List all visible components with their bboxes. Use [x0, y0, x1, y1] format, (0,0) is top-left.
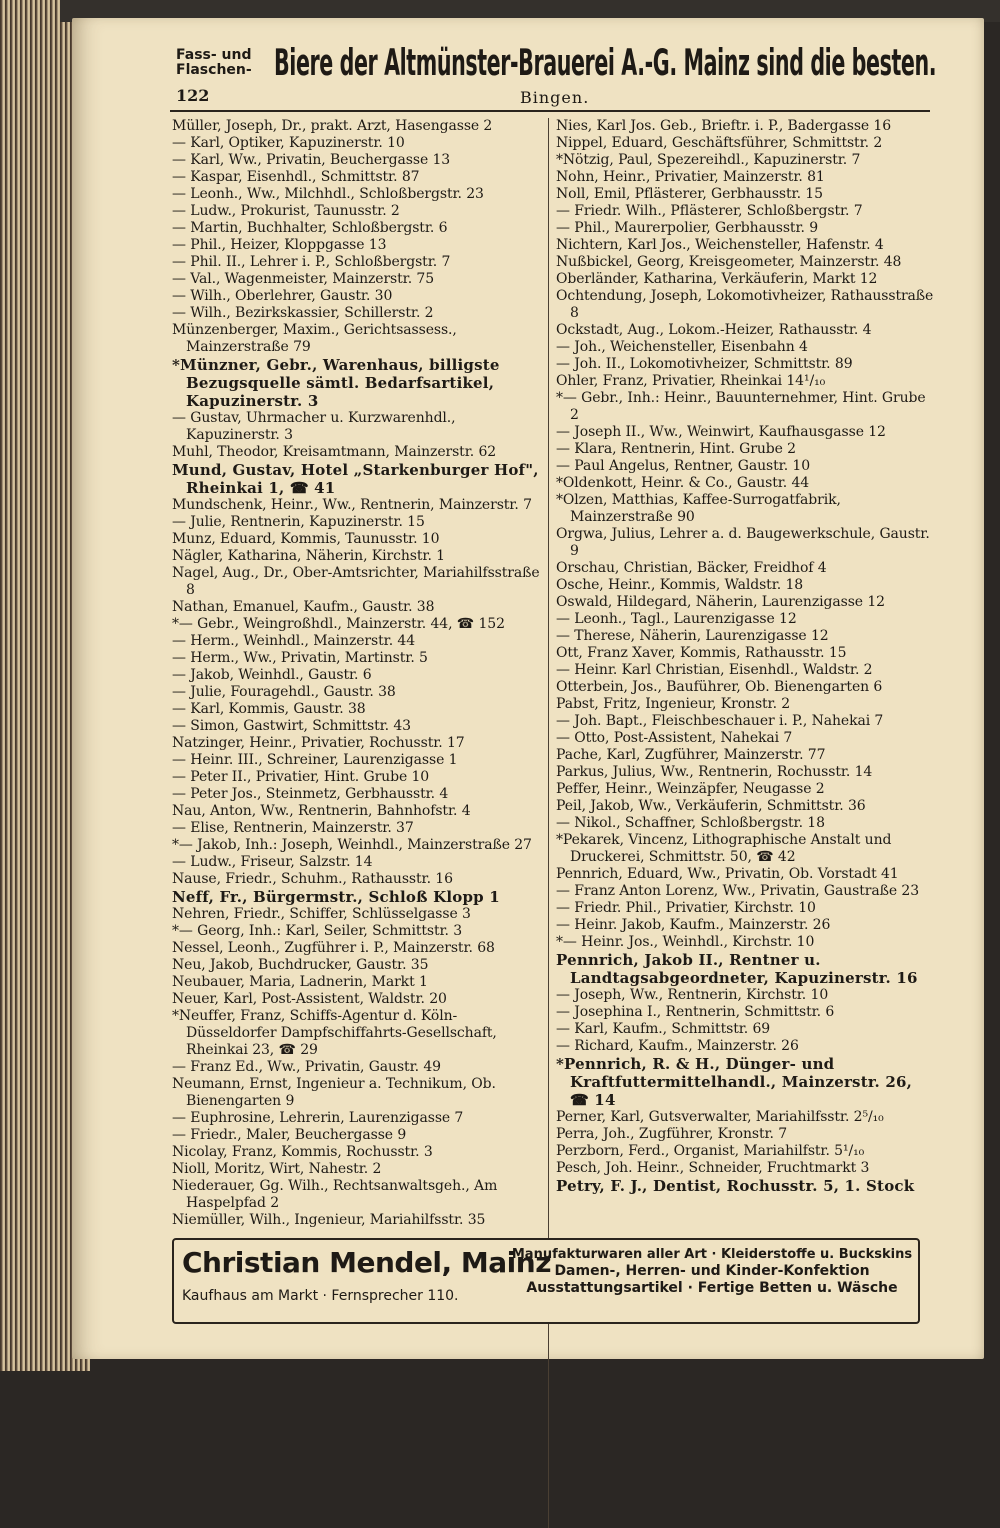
directory-entry: Oswald, Hildegard, Näherin, Laurenzigasse 12 — [556, 594, 885, 610]
directory-entry: *Oldenkott, Heinr. & Co., Gaustr. 44 — [556, 475, 810, 491]
directory-entry: — Gustav, Uhrmacher u. Kurzwarenhdl., Kapuzinerstr. 3 — [172, 410, 456, 443]
directory-entry: — Franz Ed., Ww., Privatin, Gaustr. 49 — [172, 1059, 441, 1075]
directory-entry: — Friedr. Phil., Privatier, Kirchstr. 10 — [556, 900, 816, 916]
ad-product-line: Damen-, Herren- und Kinder-Konfektion — [554, 1263, 870, 1279]
directory-entry: Pabst, Fritz, Ingenieur, Kronstr. 2 — [556, 696, 791, 712]
directory-entry: — Leonh., Tagl., Laurenzigasse 12 — [556, 611, 797, 627]
directory-entry: Mund, Gustav, Hotel „Starkenburger Hof", Rheinkai 1, ☎ 41 — [172, 461, 539, 497]
directory-entry: Oberländer, Katharina, Verkäuferin, Markt 12 — [556, 271, 878, 287]
directory-entry: Neuer, Karl, Post-Assistent, Waldstr. 20 — [172, 991, 447, 1007]
directory-entry: Petry, F. J., Dentist, Rochusstr. 5, 1. Stock — [556, 1177, 915, 1195]
directory-entry: — Joh., Weichensteller, Eisenbahn 4 — [556, 339, 808, 355]
directory-entry: Münzenberger, Maxim., Gerichtsassess., Mainzerstraße 79 — [172, 322, 457, 355]
directory-entry: — Richard, Kaufm., Mainzerstr. 26 — [556, 1038, 799, 1054]
directory-entry: — Simon, Gastwirt, Schmittstr. 43 — [172, 718, 411, 734]
directory-entry: — Herm., Weinhdl., Mainzerstr. 44 — [172, 633, 416, 649]
directory-entry: *— Heinr. Jos., Weinhdl., Kirchstr. 10 — [556, 934, 815, 950]
ad-headline: Biere der Altmünster-Brauerei A.-G. Mainz sind die besten. — [274, 42, 937, 85]
directory-entry: *Olzen, Matthias, Kaffee-Surrogatfabrik, Mainzerstraße 90 — [556, 492, 841, 525]
directory-entry: Nessel, Leonh., Zugführer i. P., Mainzerstr. 68 — [172, 940, 495, 956]
directory-entry: Otterbein, Jos., Bauführer, Ob. Bienengarten 6 — [556, 679, 883, 695]
directory-entry: Orgwa, Julius, Lehrer a. d. Baugewerkschule, Gaustr. 9 — [556, 526, 930, 559]
directory-entry: Pache, Karl, Zugführer, Mainzerstr. 77 — [556, 747, 826, 763]
directory-entry: — Phil. II., Lehrer i. P., Schloßbergstr. 7 — [172, 254, 451, 270]
ad-prefix: Fass- und Flaschen- — [176, 47, 252, 78]
directory-entry: — Kaspar, Eisenhdl., Schmittstr. 87 — [172, 169, 420, 185]
right-column — [556, 118, 934, 1195]
directory-entry: — Karl, Kommis, Gaustr. 38 — [172, 701, 366, 717]
directory-entry: — Jakob, Weinhdl., Gaustr. 6 — [172, 667, 372, 683]
directory-entry: Nippel, Eduard, Geschäftsführer, Schmittstr. 2 — [556, 135, 883, 151]
directory-entry: — Paul Angelus, Rentner, Gaustr. 10 — [556, 458, 811, 474]
directory-entry: — Heinr. III., Schreiner, Laurenzigasse 1 — [172, 752, 458, 768]
directory-entry: — Joh. Bapt., Fleischbeschauer i. P., Nahekai 7 — [556, 713, 884, 729]
directory-entry: Ott, Franz Xaver, Kommis, Rathausstr. 15 — [556, 645, 847, 661]
ad-company-address: Kaufhaus am Markt · Fernsprecher 110. — [182, 1288, 459, 1304]
directory-entry: *Pennrich, R. & H., Dünger- und Kraftfuttermittelhandl., Mainzerstr. 26, ☎ 14 — [556, 1055, 913, 1109]
directory-entry: Perner, Karl, Gutsverwalter, Mariahilfsstr. 2⁵/₁₀ — [556, 1109, 884, 1125]
directory-entry: Niederauer, Gg. Wilh., Rechtsanwaltsgeh., Am Haspelpfad 2 — [172, 1178, 498, 1211]
directory-entry: Noll, Emil, Pflästerer, Gerbhausstr. 15 — [556, 186, 823, 202]
directory-entry: Nicolay, Franz, Kommis, Rochusstr. 3 — [172, 1144, 433, 1160]
directory-entry: *Pekarek, Vincenz, Lithographische Anstalt und Druckerei, Schmittstr. 50, ☎ 42 — [556, 832, 892, 865]
directory-entry: Orschau, Christian, Bäcker, Freidhof 4 — [556, 560, 827, 576]
brewery-advertisement — [176, 42, 937, 94]
directory-entry: Pennrich, Jakob II., Rentner u. Landtagsabgeordneter, Kapuzinerstr. 16 — [556, 951, 918, 987]
directory-entry: Muhl, Theodor, Kreisamtmann, Mainzerstr. 62 — [172, 444, 497, 460]
directory-entry: Ochtendung, Joseph, Lokomotivheizer, Rathausstraße 8 — [556, 288, 934, 321]
directory-entry: Nau, Anton, Ww., Rentnerin, Bahnhofstr. 4 — [172, 803, 471, 819]
directory-entry: — Leonh., Ww., Milchhdl., Schloßbergstr. 23 — [172, 186, 484, 202]
directory-entry: Pennrich, Eduard, Ww., Privatin, Ob. Vorstadt 41 — [556, 866, 899, 882]
directory-entry: Mundschenk, Heinr., Ww., Rentnerin, Mainzerstr. 7 — [172, 497, 532, 513]
directory-entry: — Josephina I., Rentnerin, Schmittstr. 6 — [556, 1004, 835, 1020]
directory-entry: — Heinr. Karl Christian, Eisenhdl., Waldstr. 2 — [556, 662, 873, 678]
directory-entry: — Friedr. Wilh., Pflästerer, Schloßbergstr. 7 — [556, 203, 863, 219]
directory-entry: — Peter Jos., Steinmetz, Gerbhausstr. 4 — [172, 786, 449, 802]
directory-entry: — Euphrosine, Lehrerin, Laurenzigasse 7 — [172, 1110, 464, 1126]
directory-entry: — Wilh., Oberlehrer, Gaustr. 30 — [172, 288, 393, 304]
directory-entry: Ohler, Franz, Privatier, Rheinkai 14¹/₁₀ — [556, 373, 826, 389]
directory-entry: *— Jakob, Inh.: Joseph, Weinhdl., Mainzerstraße 27 — [172, 837, 532, 853]
page-city-title: Bingen. — [520, 88, 590, 107]
directory-entry: Nathan, Emanuel, Kaufm., Gaustr. 38 — [172, 599, 435, 615]
directory-entry: *Nötzig, Paul, Spezereihdl., Kapuzinerstr. 7 — [556, 152, 861, 168]
directory-entry: Perzborn, Ferd., Organist, Mariahilfstr. 5¹/₁₀ — [556, 1143, 865, 1159]
mendel-advertisement — [172, 1238, 920, 1324]
directory-entry: — Ludw., Friseur, Salzstr. 14 — [172, 854, 373, 870]
directory-entry: Munz, Eduard, Kommis, Taunusstr. 10 — [172, 531, 440, 547]
directory-entry: — Karl, Optiker, Kapuzinerstr. 10 — [172, 135, 405, 151]
directory-entry: Nioll, Moritz, Wirt, Nahestr. 2 — [172, 1161, 382, 1177]
directory-entry: Nohn, Heinr., Privatier, Mainzerstr. 81 — [556, 169, 825, 185]
directory-entry: — Joseph II., Ww., Weinwirt, Kaufhausgasse 12 — [556, 424, 886, 440]
directory-entry: Nichtern, Karl Jos., Weichensteller, Hafenstr. 4 — [556, 237, 884, 253]
directory-entry: — Therese, Näherin, Laurenzigasse 12 — [556, 628, 829, 644]
directory-entry: — Joseph, Ww., Rentnerin, Kirchstr. 10 — [556, 987, 829, 1003]
directory-entry: — Nikol., Schaffner, Schloßbergstr. 18 — [556, 815, 825, 831]
directory-entry: Neubauer, Maria, Ladnerin, Markt 1 — [172, 974, 428, 990]
ad-product-line: Manufakturwaren aller Art · Kleiderstoffe u. Buckskins — [511, 1247, 913, 1262]
ad-company-name: Christian Mendel, Mainz — [182, 1246, 552, 1279]
ad-product-list — [510, 1246, 914, 1297]
directory-entry: Perra, Joh., Zugführer, Kronstr. 7 — [556, 1126, 788, 1142]
directory-entry: — Wilh., Bezirkskassier, Schillerstr. 2 — [172, 305, 434, 321]
directory-entry: *Münzner, Gebr., Warenhaus, billigste Bezugsquelle sämtl. Bedarfsartikel, Kapuzinerstr. 3 — [172, 356, 500, 410]
directory-entry: — Herm., Ww., Privatin, Martinstr. 5 — [172, 650, 428, 666]
directory-entry: *— Gebr., Weingroßhdl., Mainzerstr. 44, ☎ 152 — [172, 616, 505, 632]
directory-entry: — Heinr. Jakob, Kaufm., Mainzerstr. 26 — [556, 917, 831, 933]
directory-entry: — Martin, Buchhalter, Schloßbergstr. 6 — [172, 220, 448, 236]
directory-entry: Parkus, Julius, Ww., Rentnerin, Rochusstr. 14 — [556, 764, 873, 780]
directory-entry: — Peter II., Privatier, Hint. Grube 10 — [172, 769, 430, 785]
directory-entry: — Joh. II., Lokomotivheizer, Schmittstr. 89 — [556, 356, 853, 372]
directory-entry: — Karl, Kaufm., Schmittstr. 69 — [556, 1021, 771, 1037]
directory-entry: Neu, Jakob, Buchdrucker, Gaustr. 35 — [172, 957, 429, 973]
directory-entry: Peil, Jakob, Ww., Verkäuferin, Schmittstr. 36 — [556, 798, 866, 814]
directory-entry: *— Gebr., Inh.: Heinr., Bauunternehmer, Hint. Grube 2 — [556, 390, 926, 423]
directory-entry: Osche, Heinr., Kommis, Waldstr. 18 — [556, 577, 804, 593]
directory-entry: — Phil., Heizer, Kloppgasse 13 — [172, 237, 387, 253]
directory-entry: *— Georg, Inh.: Karl, Seiler, Schmittstr. 3 — [172, 923, 463, 939]
directory-entry: — Phil., Maurerpolier, Gerbhausstr. 9 — [556, 220, 819, 236]
directory-entry: — Otto, Post-Assistent, Nahekai 7 — [556, 730, 793, 746]
directory-entry: Natzinger, Heinr., Privatier, Rochusstr. 17 — [172, 735, 465, 751]
directory-entry: Nußbickel, Georg, Kreisgeometer, Mainzerstr. 48 — [556, 254, 902, 270]
directory-entry: — Ludw., Prokurist, Taunusstr. 2 — [172, 203, 400, 219]
directory-entry: Nies, Karl Jos. Geb., Brieftr. i. P., Badergasse 16 — [556, 118, 892, 134]
directory-entry: Nagel, Aug., Dr., Ober-Amtsrichter, Mariahilfsstraße 8 — [172, 565, 540, 598]
directory-entry: — Val., Wagenmeister, Mainzerstr. 75 — [172, 271, 435, 287]
directory-entry: Niemüller, Wilh., Ingenieur, Mariahilfsstr. 35 — [172, 1212, 486, 1228]
directory-entry: *Neuffer, Franz, Schiffs-Agentur d. Köln-Düsseldorfer Dampfschiffahrts-Gesellschaft, Rheinkai 23, ☎ 29 — [172, 1008, 497, 1058]
directory-entry: — Klara, Rentnerin, Hint. Grube 2 — [556, 441, 796, 457]
directory-entry: — Franz Anton Lorenz, Ww., Privatin, Gaustraße 23 — [556, 883, 920, 899]
directory-entry: — Friedr., Maler, Beuchergasse 9 — [172, 1127, 407, 1143]
directory-entry: Müller, Joseph, Dr., prakt. Arzt, Hasengasse 2 — [172, 118, 493, 134]
directory-entry: Nause, Friedr., Schuhm., Rathausstr. 16 — [172, 871, 453, 887]
directory-entry: — Julie, Rentnerin, Kapuzinerstr. 15 — [172, 514, 425, 530]
header-divider — [170, 110, 930, 112]
directory-entry: Peffer, Heinr., Weinzäpfer, Neugasse 2 — [556, 781, 825, 797]
directory-entry: Neff, Fr., Bürgermstr., Schloß Klopp 1 — [172, 888, 500, 906]
directory-entry: — Elise, Rentnerin, Mainzerstr. 37 — [172, 820, 414, 836]
directory-entry: Nägler, Katharina, Näherin, Kirchstr. 1 — [172, 548, 445, 564]
ad-product-line: Ausstattungsartikel · Fertige Betten u. Wäsche — [526, 1280, 898, 1296]
directory-entry: Neumann, Ernst, Ingenieur a. Technikum, Ob. Bienengarten 9 — [172, 1076, 496, 1109]
directory-entry: Ockstadt, Aug., Lokom.-Heizer, Rathausstr. 4 — [556, 322, 872, 338]
directory-entry: — Julie, Fouragehdl., Gaustr. 38 — [172, 684, 396, 700]
left-column — [172, 118, 544, 1229]
directory-entry: Pesch, Joh. Heinr., Schneider, Fruchtmarkt 3 — [556, 1160, 870, 1176]
directory-entry: — Karl, Ww., Privatin, Beuchergasse 13 — [172, 152, 451, 168]
directory-entry: Nehren, Friedr., Schiffer, Schlüsselgasse 3 — [172, 906, 471, 922]
page-number: 122 — [176, 86, 210, 105]
